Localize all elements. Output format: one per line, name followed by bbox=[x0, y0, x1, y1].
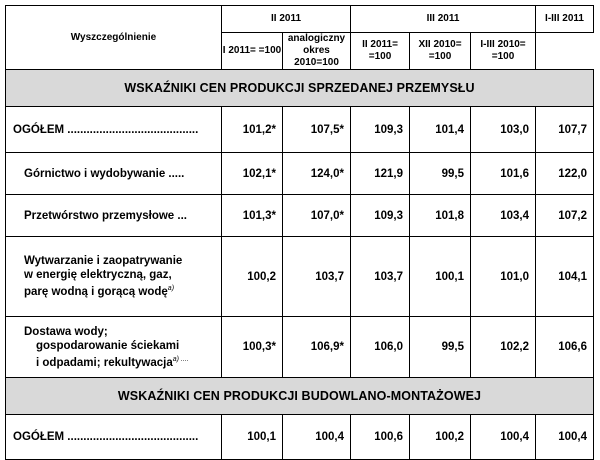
cell-value: 101,8 bbox=[410, 195, 471, 237]
cell-value: 104,1 bbox=[536, 237, 594, 317]
cell-value: 101,3* bbox=[222, 195, 283, 237]
subcol-header-1 bbox=[222, 33, 283, 70]
header-row-groups bbox=[6, 6, 594, 33]
subcol-header-2 bbox=[283, 33, 351, 70]
cell-value: 106,6 bbox=[536, 317, 594, 378]
cell-value: 101,4 bbox=[410, 107, 471, 153]
row-label bbox=[6, 237, 222, 317]
section-title: WSKAŹNIKI CEN PRODUKCJI SPRZEDANEJ PRZEMYSŁU bbox=[6, 70, 594, 107]
cell-value: 122,0 bbox=[536, 153, 594, 195]
label-line: Wytwarzanie i zaopatrywanie bbox=[24, 255, 183, 268]
subcol-text: II 2011= =100 bbox=[362, 39, 398, 62]
price-indices-table bbox=[5, 5, 594, 460]
table-row bbox=[6, 195, 594, 237]
label-column-header: Wyszczególnienie bbox=[6, 6, 222, 70]
cell-value: 100,1 bbox=[222, 415, 283, 460]
cell-value: 107,7 bbox=[536, 107, 594, 153]
footnote-marker: a) bbox=[167, 285, 175, 293]
row-label: OGÓŁEM ......................................... bbox=[6, 415, 222, 460]
cell-value: 124,0* bbox=[283, 153, 351, 195]
cell-value: 109,3 bbox=[351, 195, 410, 237]
subcol-header-3 bbox=[351, 33, 410, 70]
cell-value: 100,4 bbox=[536, 415, 594, 460]
cell-value: 100,3* bbox=[222, 317, 283, 378]
table-row bbox=[6, 237, 594, 317]
cell-value: 106,9* bbox=[283, 317, 351, 378]
subcol-header-5 bbox=[471, 33, 536, 70]
cell-value: 102,1* bbox=[222, 153, 283, 195]
cell-value: 100,4 bbox=[283, 415, 351, 460]
label-line: Dostawa wody; bbox=[24, 325, 108, 338]
cell-value: 100,2 bbox=[222, 237, 283, 317]
label-line: w energię elektryczną, gaz, bbox=[24, 269, 172, 282]
row-label: Górnictwo i wydobywanie ..... bbox=[6, 153, 222, 195]
footnote-marker: a) .... bbox=[172, 355, 189, 363]
group-header-iii-2011: III 2011 bbox=[351, 6, 536, 33]
subcol-text: I 2011= =100 bbox=[222, 45, 282, 56]
cell-value: 107,2 bbox=[536, 195, 594, 237]
cell-value: 101,2* bbox=[222, 107, 283, 153]
group-header-i-iii-2011: I-III 2011 bbox=[536, 6, 594, 33]
subcol-text: analogiczny okres 2010=100 bbox=[287, 33, 346, 68]
subcol-text: I-III 2010= =100 bbox=[480, 39, 526, 62]
cell-value: 109,3 bbox=[351, 107, 410, 153]
cell-value: 101,0 bbox=[471, 237, 536, 317]
cell-value: 100,2 bbox=[410, 415, 471, 460]
cell-value: 103,4 bbox=[471, 195, 536, 237]
cell-value: 102,2 bbox=[471, 317, 536, 378]
cell-value: 103,7 bbox=[351, 237, 410, 317]
cell-value: 103,7 bbox=[283, 237, 351, 317]
table-row bbox=[6, 153, 594, 195]
cell-value: 107,0* bbox=[283, 195, 351, 237]
cell-value: 100,4 bbox=[471, 415, 536, 460]
cell-value: 121,9 bbox=[351, 153, 410, 195]
group-header-ii-2011: II 2011 bbox=[222, 6, 351, 33]
section-header-construction bbox=[6, 378, 594, 415]
cell-value: 106,0 bbox=[351, 317, 410, 378]
section-title: WSKAŹNIKI CEN PRODUKCJI BUDOWLANO-MONTAŻOWEJ bbox=[6, 378, 594, 415]
cell-value: 101,6 bbox=[471, 153, 536, 195]
label-line bbox=[24, 353, 221, 370]
table-row bbox=[6, 415, 594, 460]
row-label bbox=[6, 317, 222, 378]
subcol-header-4 bbox=[410, 33, 471, 70]
cell-value: 107,5* bbox=[283, 107, 351, 153]
cell-value: 99,5 bbox=[410, 317, 471, 378]
label-line: gospodarowanie ściekami bbox=[36, 339, 180, 352]
label-line-text: i odpadami; rekultywacja bbox=[36, 356, 173, 369]
label-line-text: parę wodną i gorącą wodę bbox=[24, 285, 168, 298]
cell-value: 103,0 bbox=[471, 107, 536, 153]
label-line bbox=[24, 282, 221, 299]
cell-value: 100,6 bbox=[351, 415, 410, 460]
table-row bbox=[6, 107, 594, 153]
cell-value: 100,1 bbox=[410, 237, 471, 317]
subcol-text: XII 2010= =100 bbox=[418, 39, 462, 62]
cell-value: 99,5 bbox=[410, 153, 471, 195]
row-label: Przetwórstwo przemysłowe ... bbox=[6, 195, 222, 237]
section-header-industry bbox=[6, 70, 594, 107]
row-label: OGÓŁEM ......................................... bbox=[6, 107, 222, 153]
table-row bbox=[6, 317, 594, 378]
